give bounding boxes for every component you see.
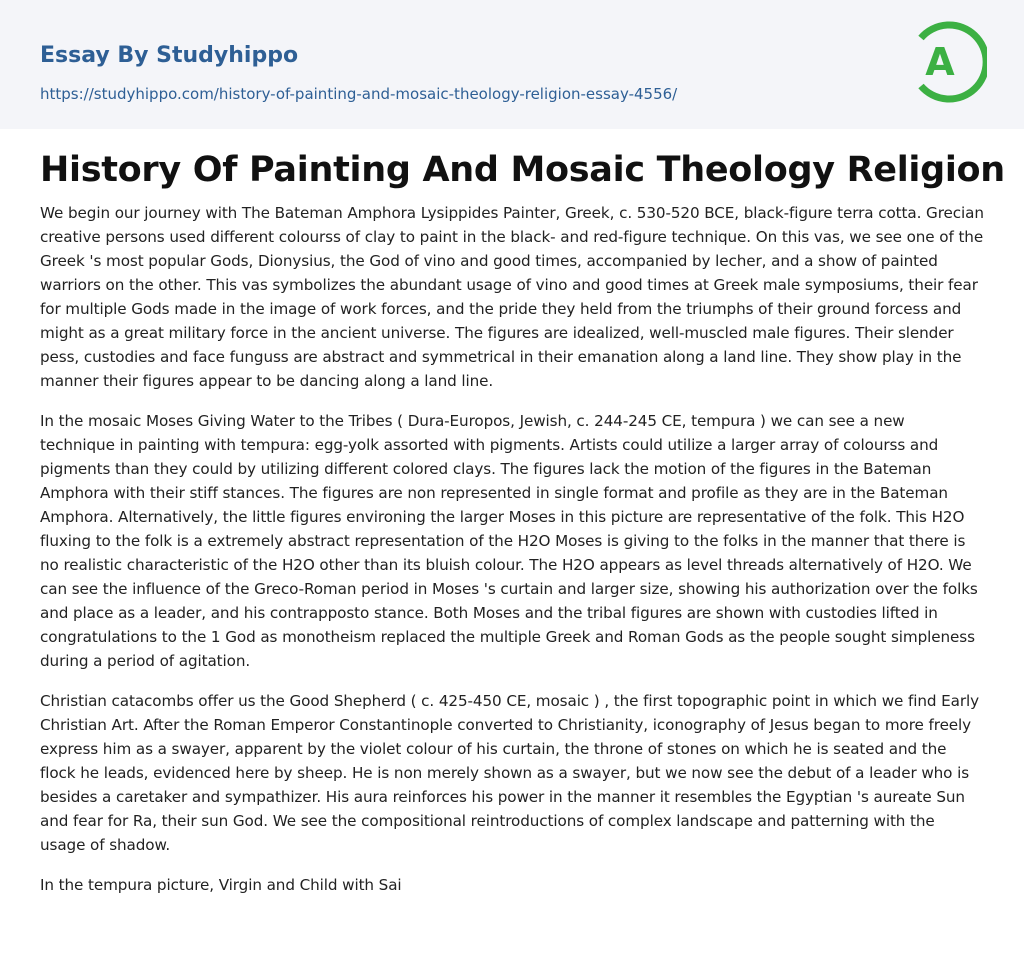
article-paragraph-1: We begin our journey with The Bateman Amphora Lysippides Painter, Greek, c. 530-520 BCE, black-figure terra cotta. Grecian creative persons used different colourss of clay to paint in the black- and red-figure technique. On this vas, we see one of the Greek 's most popular Gods, Dionysius, the God of vino and good times, accompanied by lecher, and a show of painted warriors on the other. This vas symbolizes the abundant usage of vino and good times at Greek male symposiums, their fear for multiple Gods made in the image of work forces, and the pride they held from the triumphs of their ground forcess and might as a great military force in the ancient universe. The figures are idealized, well-muscled male figures. Their slender pess, custodies and face funguss are abstract and symmetrical in their emanation along a land line. They show play in the manner their figures appear to be dancing along a land line. — [40, 204, 984, 390]
studyhippo-logo[interactable] — [911, 18, 987, 106]
logo-ring-icon — [911, 18, 987, 106]
article-paragraph-3: Christian catacombs offer us the Good Shepherd ( c. 425-450 CE, mosaic ) , the first topographic point in which we find Early Christian Art. After the Roman Emperor Constantinople converted to Christianity, iconography of Jesus began to more freely express him as a swayer, apparent by the violet colour of his curtain, the throne of stones on which he is seated and the flock he leads, evidenced here by sheep. He is non merely shown as a swayer, but we now see the debut of a leader who is besides a caretaker and sympathizer. His aura reinforces his power in the manner it resembles the Egyptian 's aureate Sun and fear for Ra, their sun God. We see the compositional reintroductions of complex landscape and patterning with the usage of shadow. — [40, 692, 979, 854]
article-title: History Of Painting And Mosaic Theology Religion — [40, 150, 1005, 190]
article-url-link[interactable]: https://studyhippo.com/history-of-painting-and-mosaic-theology-religion-essay-4556/ — [40, 85, 678, 103]
article-paragraph-2: In the mosaic Moses Giving Water to the Tribes ( Dura-Europos, Jewish, c. 244-245 CE, tempura ) we can see a new technique in painting with tempura: egg-yolk assorted with pigments. Artists could utilize a larger array of colourss and pigments than they could by utilizing different colored clays. The figures lack the motion of the figures in the Bateman Amphora with their stiff stances. The figures are non represented in single format and profile as they are in the Bateman Amphora. Alternatively, the little figures environing the larger Moses in this picture are representative of the folk. This H2O fluxing to the folk is a extremely abstract representation of the H2O Moses is giving to the folks in the manner that there is no realistic characteristic of the H2O other than its bluish colour. The H2O appears as level threads alternatively of H2O. We can see the influence of the Greco-Roman period in Moses 's curtain and larger size, showing his authorization over the folks and place as a leader, and his contrapposto stance. Both Moses and the tribal figures are shown with custodies lifted in congratulations to the 1 God as monotheism replaced the multiple Greek and Roman Gods as the people sought simpleness during a period of agitation. — [40, 412, 978, 670]
logo-letter: A — [925, 40, 955, 84]
article-body — [0, 129, 1024, 897]
site-header — [0, 0, 1024, 129]
site-brand[interactable]: Essay By Studyhippo — [40, 43, 299, 68]
article-paragraph-4: In the tempura picture, Virgin and Child with Sai — [40, 876, 402, 894]
